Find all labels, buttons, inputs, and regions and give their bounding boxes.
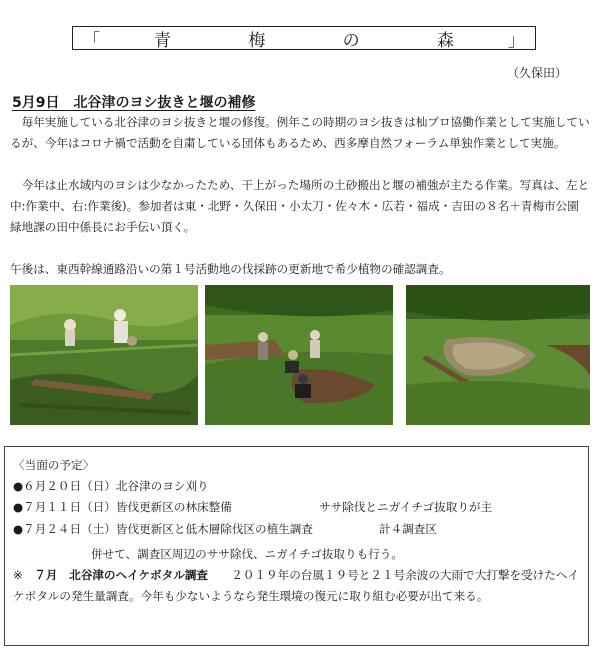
schedule-item-note: ササ除伐とニガイチゴ抜取りが主 (319, 500, 493, 514)
note-body: ２０１９年の台風１９号と２１号余波の大雨で大打撃を受けたヘイケボタルの発生量調査。今年も少ないようなら発生環境の復元に取り組む必要が出て来る。 (13, 568, 580, 603)
photo-work-middle (205, 285, 393, 425)
schedule-item (13, 499, 493, 515)
paragraph-1: 毎年実施している北谷津のヨシ抜きと堰の修復。例年この時期のヨシ抜きは杣プロ協働作業として実施しているが、今年はコロナ禍で活動を自粛している団体もあるため、西多摩自然フォーラム単独作業として実施。 (10, 115, 590, 150)
title-box (72, 26, 536, 50)
schedule-item-text: ６月２０日（日）北谷津のヨシ刈り (23, 479, 209, 493)
author: （久保田） (506, 66, 567, 80)
bullet-icon: ● (13, 500, 24, 514)
title-char: 梅 (248, 30, 266, 51)
note-mark: ※ (13, 568, 23, 582)
title-close-bracket: 」 (508, 30, 525, 51)
bullet-icon: ● (13, 522, 24, 536)
schedule-item-text: ７月２４日（土）皆伐更新区と低木層除伐区の植生調査 (23, 522, 313, 536)
title-char: の (342, 30, 360, 51)
schedule-note (13, 565, 583, 607)
schedule-header: 〈当面の予定〉 (13, 458, 95, 472)
paragraph-2: 今年は止水域内のヨシは少なかったため、干上がった場所の土砂搬出と堰の補強が主たる作業。写真は、左と中:作業中、右:作業後)。参加者は東・北野・久保田・小太刀・佐々木・広若・福成・吉田の８名＋青梅市公園緑地課の田中係長にお手伝い頂く。 (10, 178, 590, 234)
title-char: 森 (436, 30, 454, 51)
section-heading: 5月9日 北谷津のヨシ抜きと堰の補修 (12, 95, 256, 111)
photo-work-left (10, 285, 198, 425)
schedule-box (4, 446, 589, 646)
title-open-bracket: 「 (83, 30, 100, 51)
schedule-item (13, 521, 437, 537)
bullet-icon: ● (13, 479, 24, 493)
note-title: ７月 北谷津のヘイケボタル調査 (34, 568, 209, 582)
schedule-item-note: 計４調査区 (379, 522, 437, 536)
photo-after-work (406, 285, 590, 425)
paragraph-3: 午後は、東西幹線通路沿いの第１号活動地の伐採跡の更新地で希少植物の確認調査。 (10, 262, 451, 276)
title-text (154, 26, 454, 51)
schedule-continuation: 併せて、調査区周辺のササ除伐、ニガイチゴ抜取りも行う。 (91, 547, 403, 561)
schedule-item (13, 478, 209, 494)
title-char: 青 (154, 30, 171, 51)
schedule-item-text: ７月１１日（日）皆伐更新区の林床整備 (23, 500, 232, 514)
